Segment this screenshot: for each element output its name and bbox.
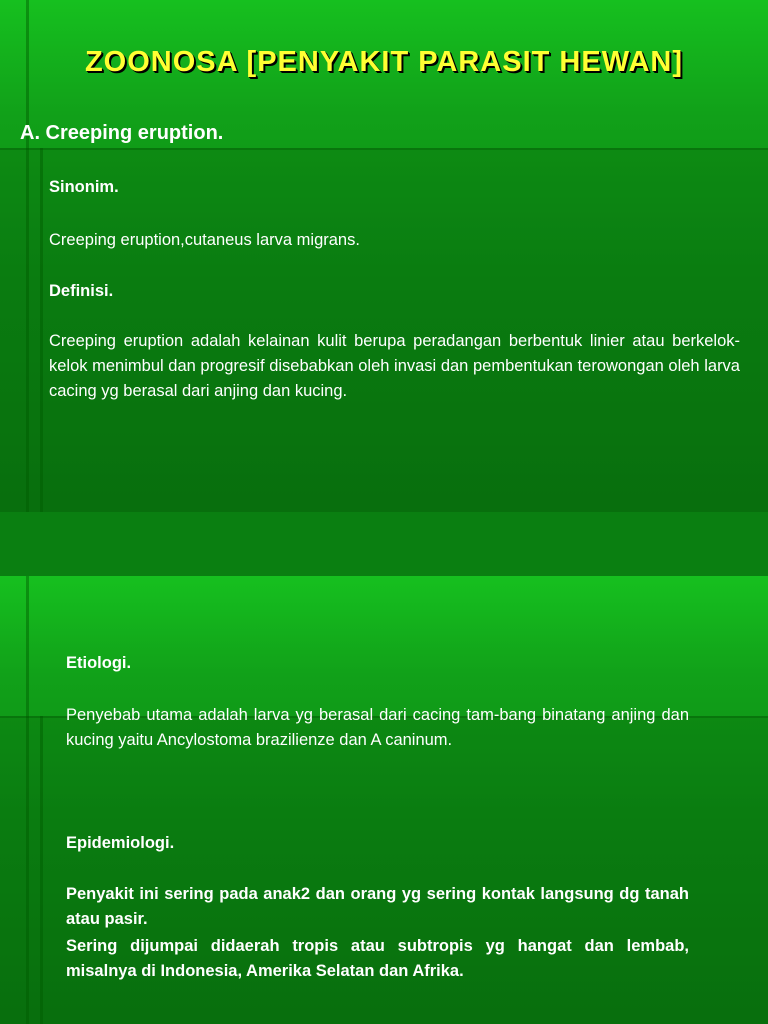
sinonim-label: Sinonim. <box>49 178 119 196</box>
slide-2 <box>0 576 768 1024</box>
epidemiologi-label: Epidemiologi. <box>66 834 175 852</box>
definisi-text: Creeping eruption adalah kelainan kulit berupa peradangan berbentuk linier atau berkelok-kelok menimbul dan progresif disebabkan oleh invasi dan pembentukan terowongan oleh larva cacing yg berasal dari anjing dan kucing. <box>49 332 740 400</box>
definisi-label: Definisi. <box>49 282 114 300</box>
etiologi-text: Penyebab utama adalah larva yg berasal dari cacing tam-bang binatang anjing dan kucing yaitu Ancylostoma brazilienze dan A caninum. <box>66 706 689 749</box>
slide-1-hline <box>0 148 768 150</box>
sinonim-text: Creeping eruption,cutaneus larva migrans. <box>49 231 360 249</box>
section-heading: A. Creeping eruption. <box>20 122 224 144</box>
page-title: ZOONOSA [PENYAKIT PARASIT HEWAN] <box>84 46 684 78</box>
slide-gap <box>0 512 768 576</box>
slide-2-vline-inner <box>40 716 43 1024</box>
etiologi-label: Etiologi. <box>66 654 132 672</box>
epidemiologi-text-1: Penyakit ini sering pada anak2 dan orang yg sering kontak langsung dg tanah atau pasir. <box>66 885 689 928</box>
epidemiologi-text-2: Sering dijumpai didaerah tropis atau subtropis yg hangat dan lembab, misalnya di Indonesia, Amerika Selatan dan Afrika. <box>66 937 689 980</box>
slide-1-vline-inner <box>40 148 43 512</box>
slide-1-vline-left <box>26 0 29 512</box>
slide-2-vline-left <box>26 576 29 1024</box>
